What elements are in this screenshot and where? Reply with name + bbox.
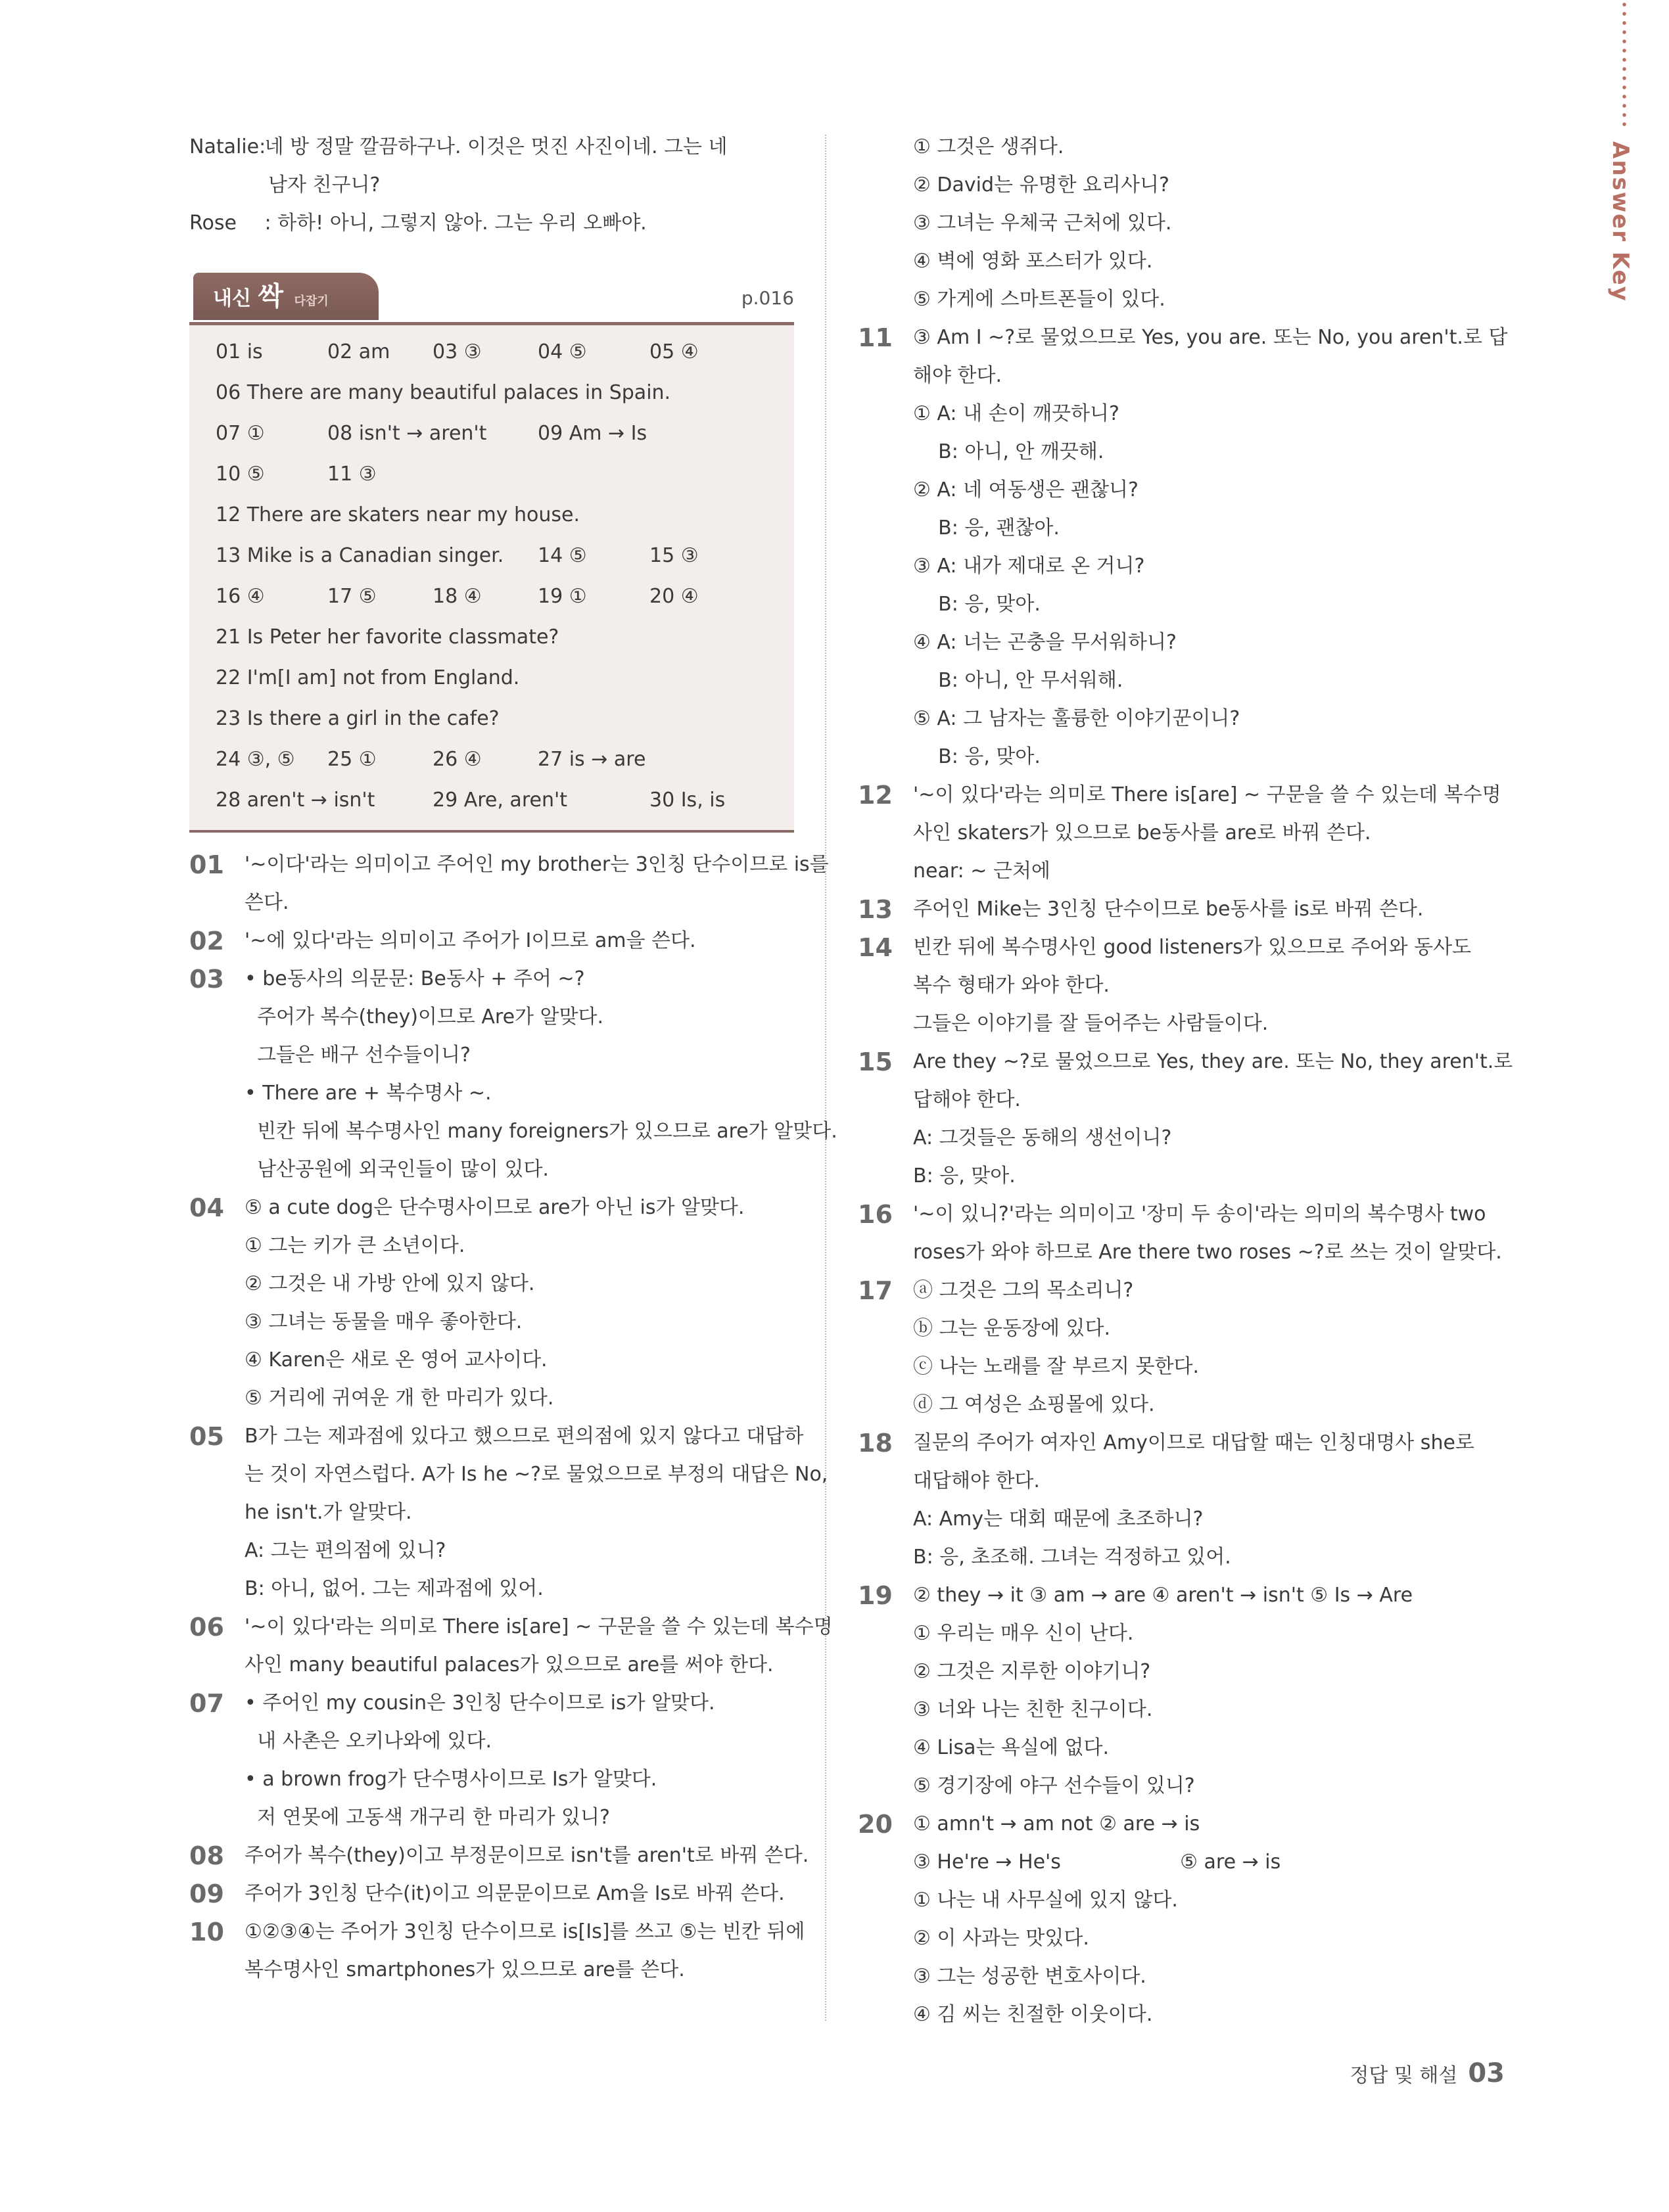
answer-box-header [189, 266, 794, 325]
answer-item: 01 is [216, 340, 263, 363]
explanation-line: 내 사촌은 오키나와에 있다. [245, 1730, 492, 1753]
continued-list [858, 128, 1469, 319]
answer-row [216, 699, 794, 739]
item-number: 08 [189, 1841, 224, 1870]
explanation-line: ⑤ 경기장에 야구 선수들이 있니? [913, 1774, 1195, 1797]
answer-row [216, 617, 794, 658]
explanation-line: 사인 skaters가 있으므로 be동사를 are로 바꿔 쓴다. [913, 821, 1371, 844]
explanation-line: ③ 그녀는 동물을 매우 좋아한다. [245, 1310, 523, 1333]
explanation-line: ① 나는 내 사무실에 있지 않다. [913, 1889, 1178, 1912]
explanation-item: 16 '~이 있니?'라는 의미이고 '장미 두 송이'라는 의미의 복수명사 two [858, 1195, 1469, 1233]
explanation-line: ③ A: 내가 제대로 온 거니? [913, 555, 1145, 578]
explanation-line: 남산공원에 외국인들이 많이 있다. [245, 1158, 549, 1181]
explanation-line: he isn't.가 알맞다. [245, 1501, 412, 1524]
explanation-line: 빈칸 뒤에 복수명사인 many foreigners가 있으므로 are가 알맞다. [245, 1120, 837, 1143]
translation-line: ⑤ 가게에 스마트폰들이 있다. [913, 288, 1165, 311]
explanation-line: 사인 many beautiful palaces가 있으므로 are를 써야 한다. [245, 1653, 774, 1676]
item-number: 01 [189, 850, 224, 879]
explanation-line: ⑤ 거리에 귀여운 개 한 마리가 있다. [245, 1387, 554, 1410]
item-number: 11 [858, 323, 893, 352]
item-number: 20 [858, 1810, 893, 1839]
explanation-item: 13 주어인 Mike는 3인칭 단수이므로 be동사를 is로 바꿔 쓴다. [858, 890, 1469, 929]
answer-box [189, 325, 794, 833]
explanation-item: 05 B가 그는 제과점에 있다고 했으므로 편의점에 있지 않다고 대답하 [189, 1417, 794, 1456]
answer-row [216, 495, 794, 536]
answer-item: 29 Are, aren't [433, 789, 567, 812]
right-column [858, 128, 1513, 2034]
answer-row [216, 332, 794, 373]
dialogue [189, 128, 794, 242]
item-number: 05 [189, 1422, 224, 1451]
answer-item: 02 am [327, 340, 390, 363]
explanation-line: 쓴다. [245, 891, 289, 914]
answer-item: 05 ④ [649, 340, 699, 363]
explanation-item: 08 주어가 복수(they)이고 부정문이므로 isn't를 aren't로 바꿔 쓴다. [189, 1837, 794, 1875]
page-number: 03 [1468, 2058, 1505, 2088]
explanation-line: 답해야 한다. [913, 1088, 1021, 1111]
explanation-line: ④ Karen은 새로 온 영어 교사이다. [245, 1348, 548, 1371]
speaker: Rose [189, 212, 237, 235]
explanation-line: 복수 형태가 와야 한다. [913, 974, 1110, 997]
left-explanations [189, 846, 837, 1989]
explanation-item: 10 ①②③④는 주어가 3인칭 단수이므로 is[Is]를 쓰고 ⑤는 빈칸 뒤에 [189, 1913, 794, 1951]
answer-item: 10 ⑤ [216, 463, 265, 486]
explanation-line: 저 연못에 고동색 개구리 한 마리가 있니? [245, 1806, 610, 1829]
item-number: 07 [189, 1689, 224, 1718]
explanation-line: ④ Lisa는 욕실에 없다. [913, 1736, 1109, 1759]
dotted-line [1622, 0, 1626, 131]
translation-line: ④ 벽에 영화 포스터가 있다. [913, 250, 1153, 273]
explanation-line: ② 그것은 지루한 이야기니? [913, 1660, 1151, 1683]
answer-item: 18 ④ [433, 585, 482, 608]
explanation-item: 01 '~이다'라는 의미이고 주어인 my brother는 3인칭 단수이므로 is를 [189, 846, 794, 884]
footer-label: 정답 및 해설 [1350, 2064, 1458, 2087]
explanation-item: 02 '~에 있다'라는 의미이고 주어가 I이므로 am을 쓴다. [189, 922, 794, 960]
explanation-line: B: 응, 괜찮아. [913, 517, 1060, 540]
item-number: 04 [189, 1193, 224, 1222]
explanation-item: 11 ③ Am I ~?로 물었으므로 Yes, you are. 또는 No, you aren't.로 답 [858, 319, 1469, 357]
answer-item: 04 ⑤ [538, 340, 587, 363]
answer-item: 23 Is there a girl in the cafe? [216, 707, 500, 730]
answer-item: 16 ④ [216, 585, 265, 608]
answer-item: 07 ① [216, 422, 265, 445]
answer-item: 09 Am → Is [538, 422, 647, 445]
explanation-item: 04 ⑤ a cute dog은 단수명사이므로 are가 아닌 is가 알맞다. [189, 1189, 794, 1227]
explanation-line: ⑤ A: 그 남자는 훌륭한 이야기꾼이니? [913, 707, 1240, 730]
answer-item: 19 ① [538, 585, 587, 608]
explanation-line: ③ 그는 성공한 변호사이다. [913, 1965, 1146, 1988]
explanation-line: ⓑ 그는 운동장에 있다. [913, 1317, 1110, 1340]
explanation-line: B: 응, 초조해. 그녀는 걱정하고 있어. [913, 1546, 1231, 1569]
answer-row [216, 576, 794, 617]
answer-row [216, 373, 794, 413]
item-number: 10 [189, 1918, 224, 1947]
answer-item: 28 aren't → isn't [216, 789, 375, 812]
explanation-line: A: Amy는 대회 때문에 초조하니? [913, 1508, 1204, 1531]
item-number: 09 [189, 1879, 224, 1908]
item-number: 13 [858, 895, 893, 924]
dialogue-line: 남자 친구니? [268, 173, 381, 196]
answer-key-tab [1605, 0, 1644, 302]
translation-line: ② David는 유명한 요리사니? [913, 173, 1169, 196]
explanation-line: • a brown frog가 단수명사이므로 Is가 알맞다. [245, 1768, 657, 1791]
translation-line: ③ 그녀는 우체국 근처에 있다. [913, 212, 1172, 235]
answer-item: 25 ① [327, 748, 377, 771]
page-reference: p.016 [741, 287, 794, 309]
explanation-line: 대답해야 한다. [913, 1469, 1040, 1492]
explanation-line: near: ~ 근처에 [913, 860, 1050, 883]
explanation-line: ④ A: 너는 곤충을 무서워하니? [913, 631, 1177, 654]
answer-item: 15 ③ [649, 544, 699, 567]
explanation-line: roses가 와야 하므로 Are there two roses ~?로 쓰는 것이 알맞다. [913, 1241, 1502, 1264]
answer-item: 06 There are many beautiful palaces in Spain. [216, 381, 671, 404]
explanation-line: B: 아니, 없어. 그는 제과점에 있어. [245, 1577, 544, 1600]
explanation-line: • There are + 복수명사 ~. [245, 1082, 492, 1105]
item-number: 02 [189, 927, 224, 956]
answer-item: 12 There are skaters near my house. [216, 503, 580, 526]
explanation-line: 복수명사인 smartphones가 있으므로 are를 쓴다. [245, 1958, 685, 1981]
dialogue-line: Natalie: 네 방 정말 깔끔하구나. 이것은 멋진 사진이네. 그는 네 [189, 128, 794, 166]
right-explanations [858, 319, 1513, 2034]
explanation-line: 그들은 이야기를 잘 들어주는 사람들이다. [913, 1012, 1269, 1035]
header-rule [189, 322, 794, 325]
explanation-line: B: 아니, 안 무서워해. [913, 669, 1123, 692]
explanation-item: 19 ② they → it ③ am → are ④ aren't → isn't ⑤ Is → Are [858, 1577, 1469, 1615]
explanation-line: ④ 김 씨는 친절한 이웃이다. [913, 2003, 1153, 2026]
explanation-item: 06 '~이 있다'라는 의미로 There is[are] ~ 구문을 쓸 수 있는데 복수명 [189, 1608, 794, 1646]
answer-item: 21 Is Peter her favorite classmate? [216, 626, 559, 649]
answer-item: 26 ④ [433, 748, 482, 771]
answer-item: 13 Mike is a Canadian singer. [216, 544, 504, 567]
answer-row [216, 413, 794, 454]
explanation-line: ③ He're → He's ⑤ are → is [913, 1851, 1281, 1874]
speaker: Natalie: [189, 135, 266, 158]
answer-item: 24 ③, ⑤ [216, 748, 295, 771]
answer-row [216, 536, 794, 576]
explanation-line: B: 응, 맞아. [913, 745, 1041, 768]
explanation-line: A: 그는 편의점에 있니? [245, 1539, 446, 1562]
answer-item: 17 ⑤ [327, 585, 377, 608]
answer-item: 03 ③ [433, 340, 482, 363]
answer-item: 11 ③ [327, 463, 377, 486]
explanation-line: ① A: 내 손이 깨끗하니? [913, 402, 1119, 425]
answer-item: 30 Is, is [649, 789, 726, 812]
explanation-item: 03 • be동사의 의문문: Be동사 + 주어 ~? [189, 960, 794, 998]
answer-item: 22 I'm[I am] not from England. [216, 666, 520, 689]
translation-line: ① 그것은 생쥐다. [913, 135, 1064, 158]
explanation-item: 20 ① amn't → am not ② are → is [858, 1805, 1469, 1843]
explanation-line: B: 응, 맞아. [913, 593, 1041, 616]
column-divider [825, 135, 826, 2021]
explanation-item: 15 Are they ~?로 물었으므로 Yes, they are. 또는 No, they aren't.로 [858, 1043, 1469, 1081]
left-column [189, 128, 837, 1989]
section-tab: 내신 싹 다잡기 [193, 273, 379, 320]
answer-row [216, 780, 794, 821]
explanation-line: ① 그는 키가 큰 소년이다. [245, 1234, 465, 1257]
item-number: 12 [858, 781, 893, 810]
item-number: 06 [189, 1613, 224, 1642]
explanation-line: ② 이 사과는 맛있다. [913, 1927, 1089, 1950]
answer-key-label: Answer Key [1607, 141, 1634, 302]
page-footer [1350, 2058, 1505, 2088]
explanation-line: B: 아니, 안 깨끗해. [913, 440, 1104, 463]
item-number: 17 [858, 1276, 893, 1305]
item-number: 18 [858, 1429, 893, 1458]
answer-item: 14 ⑤ [538, 544, 587, 567]
explanation-item: 17 ⓐ 그것은 그의 목소리니? [858, 1272, 1469, 1310]
item-number: 19 [858, 1581, 893, 1610]
explanation-line: 주어가 복수(they)이므로 Are가 알맞다. [245, 1005, 604, 1028]
item-number: 03 [189, 965, 224, 994]
explanation-line: ⓒ 나는 노래를 잘 부르지 못한다. [913, 1355, 1199, 1378]
explanation-line: ② 그것은 내 가방 안에 있지 않다. [245, 1272, 535, 1295]
answer-item: 20 ④ [649, 585, 699, 608]
explanation-line: ③ 너와 나는 친한 친구이다. [913, 1698, 1153, 1721]
answer-item: 08 isn't → aren't [327, 422, 487, 445]
explanation-line: 그들은 배구 선수들이니? [245, 1044, 471, 1067]
explanation-item: 18 질문의 주어가 여자인 Amy이므로 대답할 때는 인칭대명사 she로 [858, 1424, 1469, 1462]
explanation-item: 09 주어가 3인칭 단수(it)이고 의문문이므로 Am을 Is로 바꿔 쓴다. [189, 1875, 794, 1913]
explanation-item: 12 '~이 있다'라는 의미로 There is[are] ~ 구문을 쓸 수 있는데 복수명 [858, 776, 1469, 814]
explanation-line: A: 그것들은 동해의 생선이니? [913, 1126, 1172, 1149]
explanation-line: 는 것이 자연스럽다. A가 Is he ~?로 물었으므로 부정의 대답은 No, [245, 1463, 828, 1486]
item-number: 14 [858, 933, 893, 962]
explanation-line: B: 응, 맞아. [913, 1164, 1016, 1187]
answer-row [216, 454, 794, 495]
explanation-item: 07 • 주어인 my cousin은 3인칭 단수이므로 is가 알맞다. [189, 1684, 794, 1722]
item-number: 16 [858, 1200, 893, 1229]
explanation-line: ⓓ 그 여성은 쇼핑몰에 있다. [913, 1393, 1155, 1416]
answer-row [216, 739, 794, 780]
answer-row [216, 658, 794, 699]
item-number: 15 [858, 1048, 893, 1076]
answer-item: 27 is → are [538, 748, 646, 771]
explanation-line: ② A: 네 여동생은 괜찮니? [913, 478, 1139, 501]
explanation-item: 14 빈칸 뒤에 복수명사인 good listeners가 있으므로 주어와 동사도 [858, 929, 1469, 967]
explanation-line: 해야 한다. [913, 364, 1002, 387]
dialogue-line: Rose : 하하! 아니, 그렇지 않아. 그는 우리 오빠야. [189, 204, 794, 242]
explanation-line: ① 우리는 매우 신이 난다. [913, 1622, 1134, 1645]
